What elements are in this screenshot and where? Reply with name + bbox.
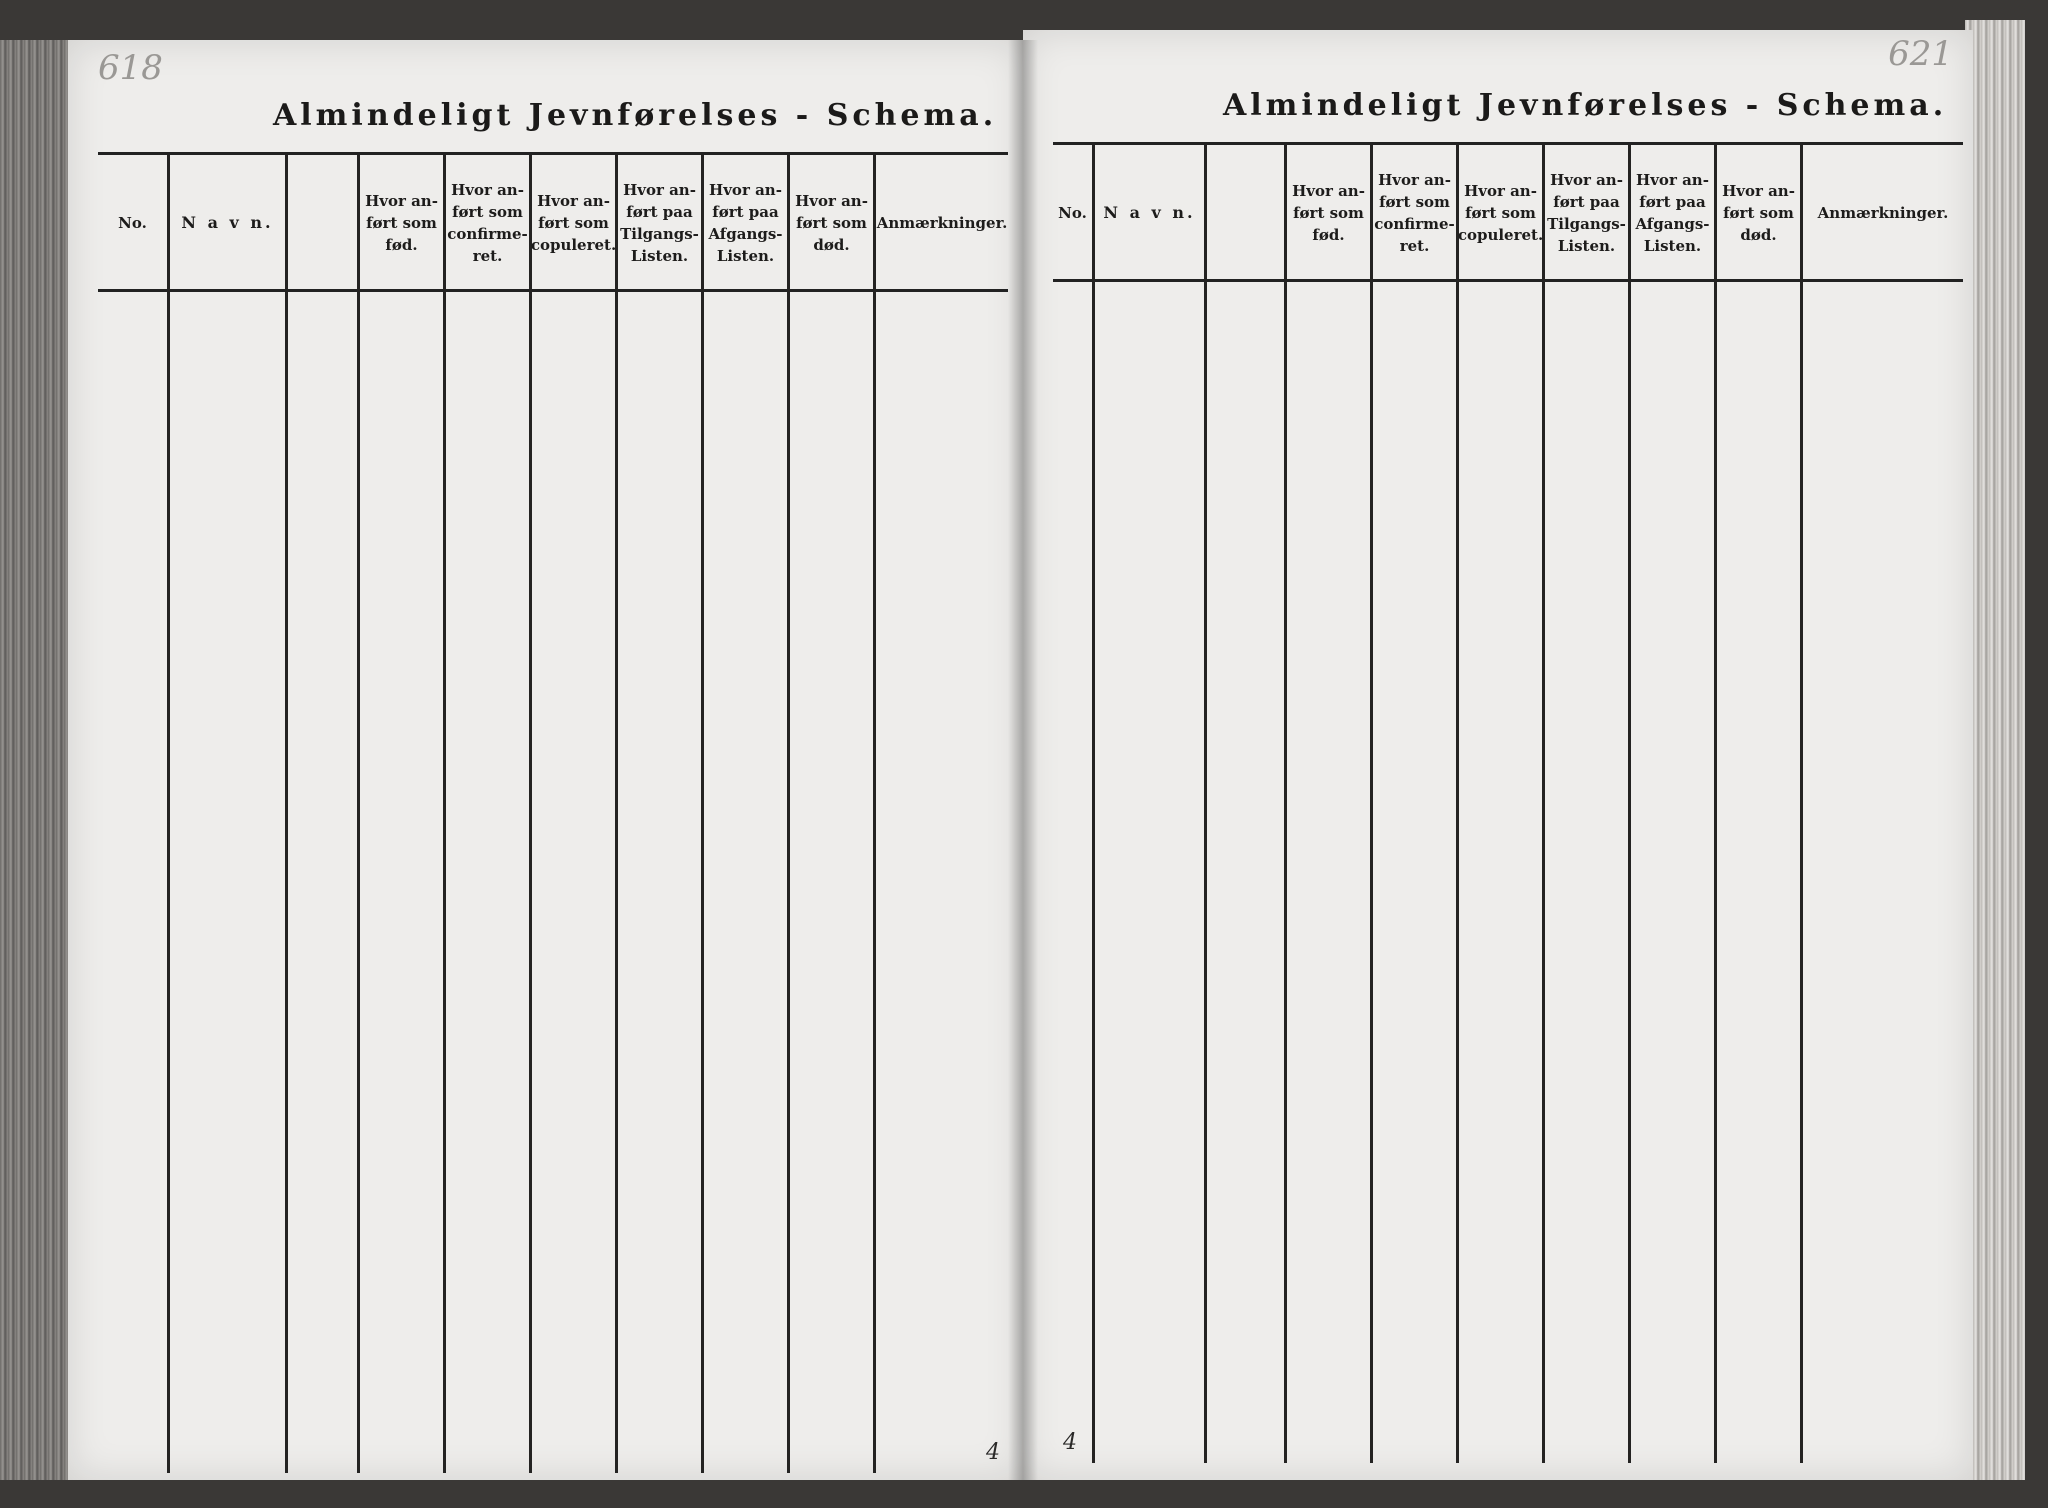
right-bottom-mark: 4 <box>1063 1430 1077 1455</box>
col-tilgangslisten <box>618 155 704 1473</box>
col-afgangslisten <box>1631 145 1717 1463</box>
col-header-tilgangslisten: Hvor an- ført paa Tilgangs- Listen. <box>620 180 699 265</box>
col-afgangslisten <box>704 155 790 1473</box>
col-header-fod: Hvor an- ført som fød. <box>1292 181 1365 244</box>
col-navn <box>1095 145 1207 1463</box>
col-fod <box>1287 145 1373 1463</box>
col-confirmeret <box>1373 145 1459 1463</box>
col-anmaerkninger <box>1803 145 1963 1463</box>
left-ledger-table <box>98 152 1008 1473</box>
col-header-confirmeret: Hvor an- ført som confirme- ret. <box>447 180 528 265</box>
col-header-dod: Hvor an- ført som død. <box>1722 181 1795 244</box>
col-header-confirmeret: Hvor an- ført som confirme- ret. <box>1374 170 1455 255</box>
col-no <box>1053 145 1095 1463</box>
col-anmaerkninger <box>876 155 1008 1473</box>
col-header-copuleret: Hvor an- ført som copuleret. <box>530 191 617 254</box>
col-header-fod: Hvor an- ført som fød. <box>365 191 438 254</box>
col-header-copuleret: Hvor an- ført som copuleret. <box>1457 181 1544 244</box>
col-no <box>98 155 170 1473</box>
right-page-number: 621 <box>1888 34 1953 74</box>
left-page-number: 618 <box>98 48 163 88</box>
col-header-blank <box>288 155 357 290</box>
col-header-afgangslisten: Hvor an- ført paa Afgangs- Listen. <box>708 180 783 265</box>
left-page <box>68 40 1023 1480</box>
col-header-navn: N a v n. <box>181 212 274 232</box>
col-dod <box>790 155 876 1473</box>
right-page-edges <box>1965 20 2025 1480</box>
col-header-anmaerkninger: Anmærkninger. <box>1817 203 1949 222</box>
col-confirmeret <box>446 155 532 1473</box>
left-bottom-mark: 4 <box>986 1440 1000 1465</box>
right-page-title: Almindeligt Jevnførelses - Schema. <box>1223 88 1948 123</box>
col-blank <box>1207 145 1287 1463</box>
col-copuleret <box>532 155 618 1473</box>
col-header-tilgangslisten: Hvor an- ført paa Tilgangs- Listen. <box>1547 170 1626 255</box>
col-tilgangslisten <box>1545 145 1631 1463</box>
left-page-title: Almindeligt Jevnførelses - Schema. <box>273 98 998 133</box>
right-ledger-table <box>1053 142 1963 1463</box>
col-header-afgangslisten: Hvor an- ført paa Afgangs- Listen. <box>1635 170 1710 255</box>
col-header-blank <box>1207 145 1284 280</box>
col-header-anmaerkninger: Anmærkninger. <box>876 213 1008 232</box>
right-page <box>1023 30 1973 1480</box>
col-navn <box>170 155 288 1473</box>
col-header-no: No. <box>118 213 147 232</box>
col-fod <box>360 155 446 1473</box>
col-header-dod: Hvor an- ført som død. <box>795 191 868 254</box>
col-header-no: No. <box>1058 203 1087 222</box>
col-header-navn: N a v n. <box>1103 202 1196 222</box>
book-gutter <box>1008 40 1038 1480</box>
col-dod <box>1717 145 1803 1463</box>
col-blank <box>288 155 360 1473</box>
col-copuleret <box>1459 145 1545 1463</box>
